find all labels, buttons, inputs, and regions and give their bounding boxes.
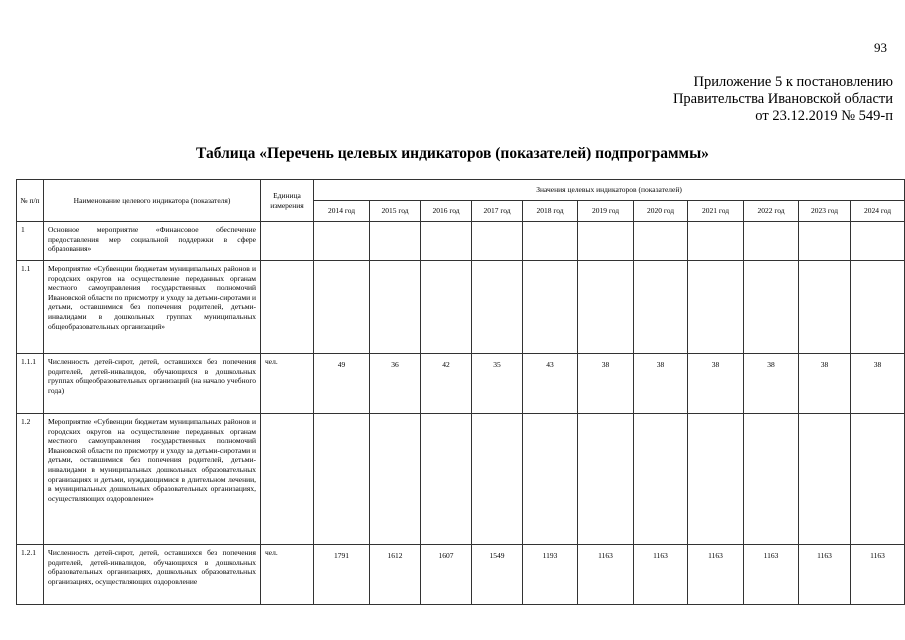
row-value bbox=[799, 414, 851, 545]
table-row bbox=[17, 261, 905, 354]
year-header: 2016 год bbox=[421, 201, 472, 222]
row-unit bbox=[261, 261, 314, 354]
year-header: 2014 год bbox=[314, 201, 370, 222]
row-value bbox=[523, 261, 578, 354]
year-header: 2022 год bbox=[744, 201, 799, 222]
row-value bbox=[578, 414, 634, 545]
annex-line: Правительства Ивановской области bbox=[672, 91, 893, 107]
table-body bbox=[17, 222, 905, 605]
header-unit: Единица измерения bbox=[261, 180, 314, 222]
row-value bbox=[523, 414, 578, 545]
year-header: 2015 год bbox=[370, 201, 421, 222]
row-value bbox=[744, 222, 799, 261]
row-value bbox=[688, 222, 744, 261]
row-value bbox=[314, 414, 370, 545]
year-header: 2017 год bbox=[472, 201, 523, 222]
row-value bbox=[314, 261, 370, 354]
row-value bbox=[744, 414, 799, 545]
row-value bbox=[851, 414, 905, 545]
row-value bbox=[421, 414, 472, 545]
row-value bbox=[523, 222, 578, 261]
header-name: Наименование целевого индикатора (показателя) bbox=[44, 180, 261, 222]
row-value bbox=[314, 222, 370, 261]
row-value: 1163 bbox=[578, 545, 634, 605]
row-value bbox=[799, 222, 851, 261]
row-value bbox=[421, 261, 472, 354]
row-value: 43 bbox=[523, 354, 578, 414]
row-value bbox=[688, 414, 744, 545]
row-name: Численность детей-сирот, детей, оставшихся без попечения родителей, детей-инвалидов, обучающихся в дошкольных группах общеобразовательных организаций (на начало учебного года) bbox=[44, 354, 261, 414]
table-row bbox=[17, 545, 905, 605]
row-value: 38 bbox=[688, 354, 744, 414]
row-value: 38 bbox=[578, 354, 634, 414]
year-header: 2021 год bbox=[688, 201, 744, 222]
row-value: 1549 bbox=[472, 545, 523, 605]
row-value: 1163 bbox=[851, 545, 905, 605]
row-value: 1163 bbox=[744, 545, 799, 605]
table-row bbox=[17, 222, 905, 261]
header-num: № п/п bbox=[17, 180, 44, 222]
row-value bbox=[370, 261, 421, 354]
row-value: 35 bbox=[472, 354, 523, 414]
annex-line: от 23.12.2019 № 549-п bbox=[755, 108, 893, 124]
row-name: Численность детей-сирот, детей, оставшихся без попечения родителей, детей-инвалидов, обучающихся в дошкольных образовательных организациях, дошкольных образовательных организациях, осуществляющих оздоровление bbox=[44, 545, 261, 605]
annex-line: Приложение 5 к постановлению bbox=[693, 74, 893, 90]
row-unit bbox=[261, 222, 314, 261]
row-name: Основное мероприятие «Финансовое обеспечение предоставления мер социальной поддержки в сфере образования» bbox=[44, 222, 261, 261]
row-unit: чел. bbox=[261, 545, 314, 605]
year-header: 2020 год bbox=[634, 201, 688, 222]
row-value bbox=[370, 222, 421, 261]
table-row bbox=[17, 414, 905, 545]
row-value bbox=[634, 261, 688, 354]
year-header: 2023 год bbox=[799, 201, 851, 222]
row-value bbox=[744, 261, 799, 354]
row-value: 1163 bbox=[634, 545, 688, 605]
row-name: Мероприятие «Субвенции бюджетам муниципальных районов и городских округов на осуществление переданных органам местного самоуправления государственных полномочий Ивановской области по присмотру и уходу за детьми-сиротами и детьми, оставшимися без попечения родителей, детьми-инвалидами в муниципальных дошкольных образовательных организациях и детьми, нуждающимися в длительном лечении, в муниципальных дошкольных образовательных организациях, осуществляющих оздоровление» bbox=[44, 414, 261, 545]
row-num: 1 bbox=[17, 222, 44, 261]
row-value: 38 bbox=[634, 354, 688, 414]
year-header: 2024 год bbox=[851, 201, 905, 222]
row-value bbox=[799, 261, 851, 354]
row-value bbox=[421, 222, 472, 261]
row-value bbox=[634, 222, 688, 261]
row-value bbox=[472, 414, 523, 545]
row-num: 1.2 bbox=[17, 414, 44, 545]
year-header: 2018 год bbox=[523, 201, 578, 222]
row-value: 38 bbox=[851, 354, 905, 414]
row-value: 49 bbox=[314, 354, 370, 414]
header-values: Значения целевых индикаторов (показателей) bbox=[314, 180, 905, 201]
row-num: 1.2.1 bbox=[17, 545, 44, 605]
row-value bbox=[472, 222, 523, 261]
row-value: 1791 bbox=[314, 545, 370, 605]
row-unit: чел. bbox=[261, 354, 314, 414]
row-name: Мероприятие «Субвенции бюджетам муниципальных районов и городских округов на осуществление переданных органам местного самоуправления государственных полномочий Ивановской области по присмотру и уходу за детьми-сиротами и детьми, оставшимися без попечения родителей, детьми-инвалидами в дошкольных группах муниципальных общеобразовательных организаций» bbox=[44, 261, 261, 354]
row-value bbox=[851, 261, 905, 354]
row-value: 1612 bbox=[370, 545, 421, 605]
row-value: 1193 bbox=[523, 545, 578, 605]
row-value: 36 bbox=[370, 354, 421, 414]
row-value: 38 bbox=[799, 354, 851, 414]
row-value bbox=[370, 414, 421, 545]
annex-block bbox=[493, 74, 893, 125]
table-row bbox=[17, 354, 905, 414]
year-header: 2019 год bbox=[578, 201, 634, 222]
row-value: 1163 bbox=[799, 545, 851, 605]
row-value bbox=[472, 261, 523, 354]
row-value bbox=[851, 222, 905, 261]
row-value: 1163 bbox=[688, 545, 744, 605]
page-number: 93 bbox=[874, 40, 887, 55]
row-value: 42 bbox=[421, 354, 472, 414]
row-unit bbox=[261, 414, 314, 545]
row-value bbox=[634, 414, 688, 545]
row-num: 1.1 bbox=[17, 261, 44, 354]
row-value bbox=[578, 261, 634, 354]
row-value: 1607 bbox=[421, 545, 472, 605]
row-num: 1.1.1 bbox=[17, 354, 44, 414]
row-value bbox=[688, 261, 744, 354]
row-value bbox=[578, 222, 634, 261]
document-title: Таблица «Перечень целевых индикаторов (показателей) подпрограммы» bbox=[196, 145, 709, 162]
row-value: 38 bbox=[744, 354, 799, 414]
indicators-table bbox=[16, 179, 905, 605]
